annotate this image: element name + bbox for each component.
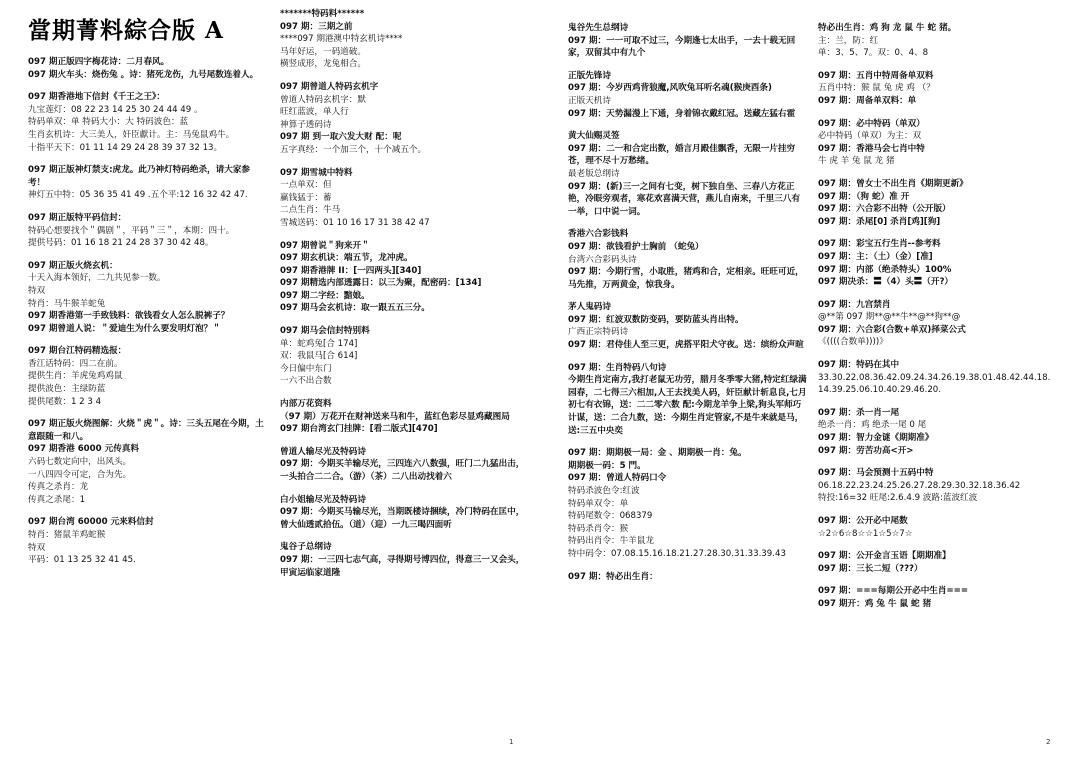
text-line: 五字真经：一个加三个，十个减五个。 — [280, 144, 427, 155]
text-line: 曾道人输尽光及特码诗 — [280, 446, 366, 457]
text-line: 广西正宗特码诗 — [568, 327, 629, 338]
page-number-left: 1 — [509, 738, 514, 746]
text-line: （97 期）万花开在财神送来马和牛，蓝红色彩尽显鸡藏图局 — [280, 411, 510, 422]
text-line: 097 期：彩宝五行生肖--参考料 — [818, 239, 941, 250]
text-line: 九宝莲灯：08 22 23 14 25 30 24 44 49 。 — [28, 104, 203, 115]
text-line: 097 期：一一可取不过三，今期逢七太出手，一去十载无回家，双留其中有九个 — [568, 35, 796, 59]
text-line: 十指平天下：01 11 14 29 24 28 39 37 32 13。 — [28, 142, 223, 153]
section — [28, 91, 264, 154]
text-line: 牛 虎 羊 兔 鼠 龙 猪 — [818, 156, 895, 167]
text-line: 鬼谷子总纲诗 — [280, 542, 332, 553]
text-line: 特码单双令：单 — [568, 498, 629, 509]
section — [568, 301, 808, 351]
column-4 — [818, 22, 1054, 621]
section — [28, 212, 264, 250]
section — [28, 418, 264, 506]
section — [818, 118, 1054, 168]
section — [818, 238, 1054, 288]
text-line: 五肖中特：猴 鼠 兔 虎 鸡 （？ — [818, 83, 935, 94]
text-line: 最老版总纲诗 — [568, 168, 620, 179]
text-line: 097 期：二一和合定出数，婚言月殿佳飘香，无限一片挂穷苍，理不尽十万愁绪。 — [568, 143, 796, 167]
text-line: 097 期：杀尾[0] 杀肖[鸡][狗] — [818, 216, 941, 227]
text-line: 097 期决杀：〓（4）头〓（开?） — [818, 277, 954, 288]
text-line: 097 期：九宫禁肖 — [818, 299, 891, 310]
text-line: 097 期雪城中特料 — [280, 167, 353, 178]
text-line: 097 期：劳苦功高<开> — [818, 445, 914, 456]
text-line: 097 期：内部（绝杀特头）100% — [818, 264, 952, 275]
text-line: 特码杀波色令:红波 — [568, 486, 640, 496]
text-line: 097 期：杀一肖一尾 — [818, 407, 900, 418]
text-line: 六码七数定向中，出风头。 — [28, 457, 132, 468]
text-line: 097 期曾说＂狗来开＂ — [280, 240, 370, 251]
text-line: 097 期：公开金言玉语【期期准】 — [818, 551, 951, 562]
text-line: 097 期：香港马会七肖中特 — [818, 143, 925, 154]
text-line: 特双 — [28, 285, 46, 296]
text-line: 097 期：===每期公开必中生肖=== — [818, 586, 969, 597]
text-line: 神算子透码诗 — [280, 119, 332, 130]
text-line: 097 期曾道人说：＂爱迪生为什么要发明灯泡？＂ — [28, 323, 221, 334]
text-line: 台湾六合彩码头诗 — [568, 254, 637, 265]
section — [818, 359, 1054, 397]
text-line: 提供生肖：羊虎兔鸡鸡鼠 — [28, 371, 123, 382]
text-line: 097 期：今岁西鸡背狼魔,风吹兔耳听名魂(猴庚酉条) — [568, 83, 772, 94]
section — [280, 167, 530, 230]
text-line: 097 期：君侍佳人至三更，虎搭平阳犬守夜。送：缤纷众声暄 — [568, 340, 804, 351]
text-line: 06.18.22.23.24.25.26.27.28.29.30.32.18.36.42 — [818, 480, 1021, 491]
text-line: 097 期：必中特码（单双） — [818, 118, 925, 129]
text-line: 特必出生肖：鸡 狗 龙 鼠 牛 蛇 猪。 — [818, 23, 957, 33]
section — [568, 571, 808, 584]
text-line: 097 期香港 6000 元传真料 — [28, 444, 139, 455]
text-line: 传真之杀尾：1 — [28, 494, 86, 505]
text-line: 单：3、5、7。双：0、4、8 — [818, 48, 929, 59]
text-line: 今期生肖定南方,我打老鼠无功劳，腊月冬季零大猪,特定红绿满园春，二七得三六相加,人王去找美人码，奸臣献计斩息良,七月初七有衣锦，送：二二零六数 配:今期龙羊争上梁,狗头军师巧计谋，送：二合九数，送：今期生肖定管家,不是牛来就是马，送:三五中央奕 — [568, 375, 807, 436]
section — [280, 446, 530, 484]
text-line: 旺红蓝波，单人行 — [280, 107, 349, 118]
text-line: 香港六合彩钱料 — [568, 229, 629, 240]
section — [280, 541, 530, 579]
text-line: 马年好运，一码道破。 — [280, 46, 366, 57]
text-line: 主：兰，防：红 — [818, 35, 879, 46]
text-line: 097 期：期期极一局：金 、期期极一肖：兔。 — [568, 448, 747, 459]
text-line: 097 期：三长二短（???） — [818, 563, 923, 574]
page-title: 當期菁料綜合版 A — [28, 17, 224, 44]
text-line: 097 期：今期行雪，小取胜，猪鸡和合，定相亲。旺旺可近，马先推，万两黄金，惊我身。 — [568, 267, 804, 290]
text-line: 一八四四令可定，合为先。 — [28, 469, 132, 480]
text-line: 特码心想要找个＂偶剧＂，平码＂三＂，本期：四十。 — [28, 225, 235, 236]
text-line: 特投:16=32 旺尾:2.6.4.9 波路:蓝波红波 — [818, 493, 978, 504]
text-line: 正版天机诗 — [568, 95, 611, 106]
section — [818, 299, 1054, 349]
text-line: 097 期：五肖中特周备单双料 — [818, 70, 934, 81]
section — [568, 447, 808, 560]
section — [818, 585, 1054, 610]
text-line: 茅人鬼码诗 — [568, 302, 611, 313]
text-line: 期期极一码：5 門。 — [568, 460, 646, 471]
text-line: 绝杀一肖：鸡 绝杀一尾 0 尾 — [818, 420, 927, 431]
section — [568, 70, 808, 120]
section — [568, 228, 808, 291]
text-line: 特码单双：单 特码大小：大 特码波色：蓝 — [28, 117, 189, 128]
text-line: 097 期：红波双数防变码，要防蓝头肖出特。 — [568, 314, 744, 325]
text-line: 097 期玄机诀：端五节，龙冲虎。 — [280, 253, 413, 264]
text-line: 单：蛇鸡兔[合 174] — [280, 338, 358, 349]
text-line: 横竖成形，龙兔相合。 — [280, 59, 366, 70]
text-line: 097 期：（狗 蛇）准 开 — [818, 191, 910, 202]
text-line: 097 期 到一取六发大财 配：呢 — [280, 132, 402, 143]
text-line: 097 期台江特码精选报： — [28, 346, 127, 357]
section — [280, 8, 530, 71]
text-line: 097 期：一三四七志气高，寻得期号博四位，得意三一又会头，甲寅运临家道隆 — [280, 554, 525, 578]
text-line: 097 期曾道人特码玄机字 — [280, 81, 379, 92]
text-line: 097 期：周备单双料：单 — [818, 95, 917, 106]
text-line: 鬼谷先生总纲诗 — [568, 23, 629, 33]
section — [280, 81, 530, 157]
section — [28, 164, 264, 202]
text-line: 双：我鼠马[合 614] — [280, 351, 358, 362]
text-line: 097 期精选内部透露日：以三为聚，配密码：[134] — [280, 278, 482, 289]
text-line: 传真之杀肖：龙 — [28, 482, 89, 493]
text-line: 097 期台湾玄门挂牌：[看二版式][470] — [280, 424, 438, 435]
text-line: 097 期香港牌 II：[一四两头][340] — [280, 265, 422, 276]
text-line: 黄大仙赐灵签 — [568, 131, 620, 142]
section — [28, 516, 264, 566]
section — [280, 398, 530, 436]
text-line: 097 期火车头：烧伤兔 。诗：猪死龙伤，九号尾数连着人。 — [28, 69, 259, 80]
text-line: 097 期：曾道人特码口令 — [568, 473, 667, 484]
text-line: 特码尾数令：068379 — [568, 511, 653, 522]
text-line: 特中码令：07.08.15.16.18.21.27.28.30.31.33.39.43 — [568, 548, 786, 559]
text-line: 特码杀肖令：猴 — [568, 523, 629, 534]
section — [818, 407, 1054, 457]
section — [818, 515, 1054, 540]
text-line: 097 期：六合彩(合数+单双)择菜公式 — [818, 324, 966, 335]
section — [568, 362, 808, 438]
text-line: 097 期：欲钱看护士胸前 （蛇兔） — [568, 241, 704, 252]
text-line: 097 期：六合彩不出特（公开版） — [818, 204, 951, 215]
section — [280, 240, 530, 316]
section — [818, 22, 1054, 60]
text-line: 097 期：今期买马输尽光，当期既楼诗捆续，冷门特码在匡中，曾大仙透贰拾伍。（道）（迎）一九三喝四面听 — [280, 507, 525, 530]
text-line: 生肖玄机诗：大三美人，奸臣獻计。主：马兔鼠鸡牛。 — [28, 129, 235, 140]
text-line: 雪城送码：01 10 16 17 31 38 42 47 — [280, 217, 430, 228]
section — [818, 467, 1054, 505]
section — [568, 22, 808, 60]
text-line: 097 期：今期买羊输尽光，三四连六八数强，旺门二九猛出击，一头拍合二二合。（游）（茶）二八出动找着六 — [280, 459, 525, 482]
text-line: 097 期正版四字梅花诗：二月春风。 — [28, 57, 170, 67]
text-line: 097 期：生肖特码八句诗 — [568, 362, 667, 373]
text-line: 097 期正版特平码信封： — [28, 212, 127, 223]
text-line: 特肖：马牛猴羊蛇兔 — [28, 298, 106, 309]
text-line: 097 期二字经：黯娘。 — [280, 290, 370, 301]
text-line: ****097 期港澳中特玄机诗**** — [280, 34, 403, 45]
text-line: 097 期香港地下信封《千王之王》： — [28, 92, 165, 103]
text-line: 097 期正版神灯禁支:虎龙。此乃神灯特码绝杀，请大家参考！ — [28, 165, 251, 188]
page-number-right: 2 — [1046, 738, 1051, 746]
text-line: 097 期马会信封特别料 — [280, 326, 370, 337]
text-line: @**第 097 期**@**牛**@**狗**@ — [818, 312, 961, 323]
text-line: 平码：01 13 25 32 41 45. — [28, 555, 136, 566]
text-line: 097 期：公开必中尾数 — [818, 516, 908, 526]
text-line: 二点生肖：牛马 — [280, 205, 341, 216]
section — [28, 345, 264, 408]
section — [28, 260, 264, 336]
section — [818, 550, 1054, 575]
text-line: 097 期正版火烧图解：火烧＂虎＂。诗：三头五尾在今期，土意跟随一和八。 — [28, 419, 264, 442]
text-line: 097 期马会玄机诗：取一跟五五三分。 — [280, 303, 430, 314]
text-line: 097 期：(新)三一之间有七变，树下独自坐、三春八方花正艳，冷眼旁观者，寒花欢喜满天营，燕儿自南来，千里三八有一举，口中说一词。 — [568, 181, 801, 217]
text-line: 097 期香港第一手致钱料：欲钱看女人怎么脱裤子？ — [28, 311, 230, 322]
text-line: 提供波色：主绿防蓝 — [28, 384, 106, 395]
text-line: 097 期台湾 60000 元来料信封 — [28, 517, 154, 528]
text-line: 提供号码：01 16 18 21 24 28 37 30 42 48。 — [28, 238, 214, 249]
text-line: 香江话特码：四二在前。 — [28, 358, 123, 369]
text-line: 特码出肖令：牛羊鼠龙 — [568, 536, 654, 547]
text-line: 特肖：猪鼠羊鸡蛇猴 — [28, 530, 106, 540]
section — [28, 56, 264, 81]
text-line: 内部万花资料 — [280, 399, 332, 410]
text-line: 一六不出合数 — [280, 376, 332, 387]
text-line: 097 期开：鸡 兔 牛 鼠 蛇 猪 — [818, 598, 932, 609]
text-line: 提供尾数：1 2 3 4 — [28, 396, 102, 407]
text-line: 33.30.22.08.36.42.09.24.34.26.19.38.01.48.42.44.18.14.39.25.06.10.40.29.46.20. — [818, 372, 1051, 396]
text-line: 097 期：三期之前 — [280, 21, 353, 32]
text-line: 今日偏中东门 — [280, 363, 332, 374]
text-line: 一点单双：但 — [280, 180, 332, 191]
text-line: 097 期：智力金谜《期期准》 — [818, 433, 934, 444]
text-line: 神灯五中特：05 36 35 41 49 .五个平:12 16 32 42 47. — [28, 190, 248, 201]
text-line: 097 期：曾女士不出生肖《期期更新》 — [818, 178, 968, 189]
text-line: 正版先锋诗 — [568, 70, 611, 81]
text-line: 必中特码（单双）为主：双 — [818, 131, 922, 142]
text-line: 097 期：特必出生肖： — [568, 571, 658, 582]
text-line: 097 期：特码在其中 — [818, 360, 900, 371]
text-line: 097 期：马会预测十五码中特 — [818, 468, 934, 479]
section — [568, 130, 808, 218]
text-line: 特双 — [28, 542, 46, 553]
text-line: 097 期：天势漏漫上下通，身着锦衣戴红冠。送藏左猛右霍 — [568, 108, 796, 119]
section — [818, 178, 1054, 228]
text-line: 白小姐输尽光及特码诗 — [280, 494, 366, 505]
text-line: 《((((合数单))))》 — [818, 337, 888, 348]
column-2 — [280, 8, 530, 589]
text-line: 曾道人特码玄机字：默 — [280, 94, 366, 105]
section — [818, 70, 1054, 108]
column-1 — [28, 56, 264, 577]
section — [280, 494, 530, 532]
text-line: 赢钱猛于：蓄 — [280, 192, 332, 203]
text-line: *******特码料****** — [280, 9, 365, 19]
column-3 — [568, 22, 808, 593]
text-line: 十天入海本领好，二九共见参一数。 — [28, 273, 166, 284]
text-line: 097 期：主：（土）（金）[准] — [818, 251, 933, 262]
section — [280, 325, 530, 388]
text-line: 097 期正版火烧玄机： — [28, 260, 118, 271]
text-line: ☆2☆6☆8☆☆1☆5☆7☆ — [818, 528, 913, 539]
